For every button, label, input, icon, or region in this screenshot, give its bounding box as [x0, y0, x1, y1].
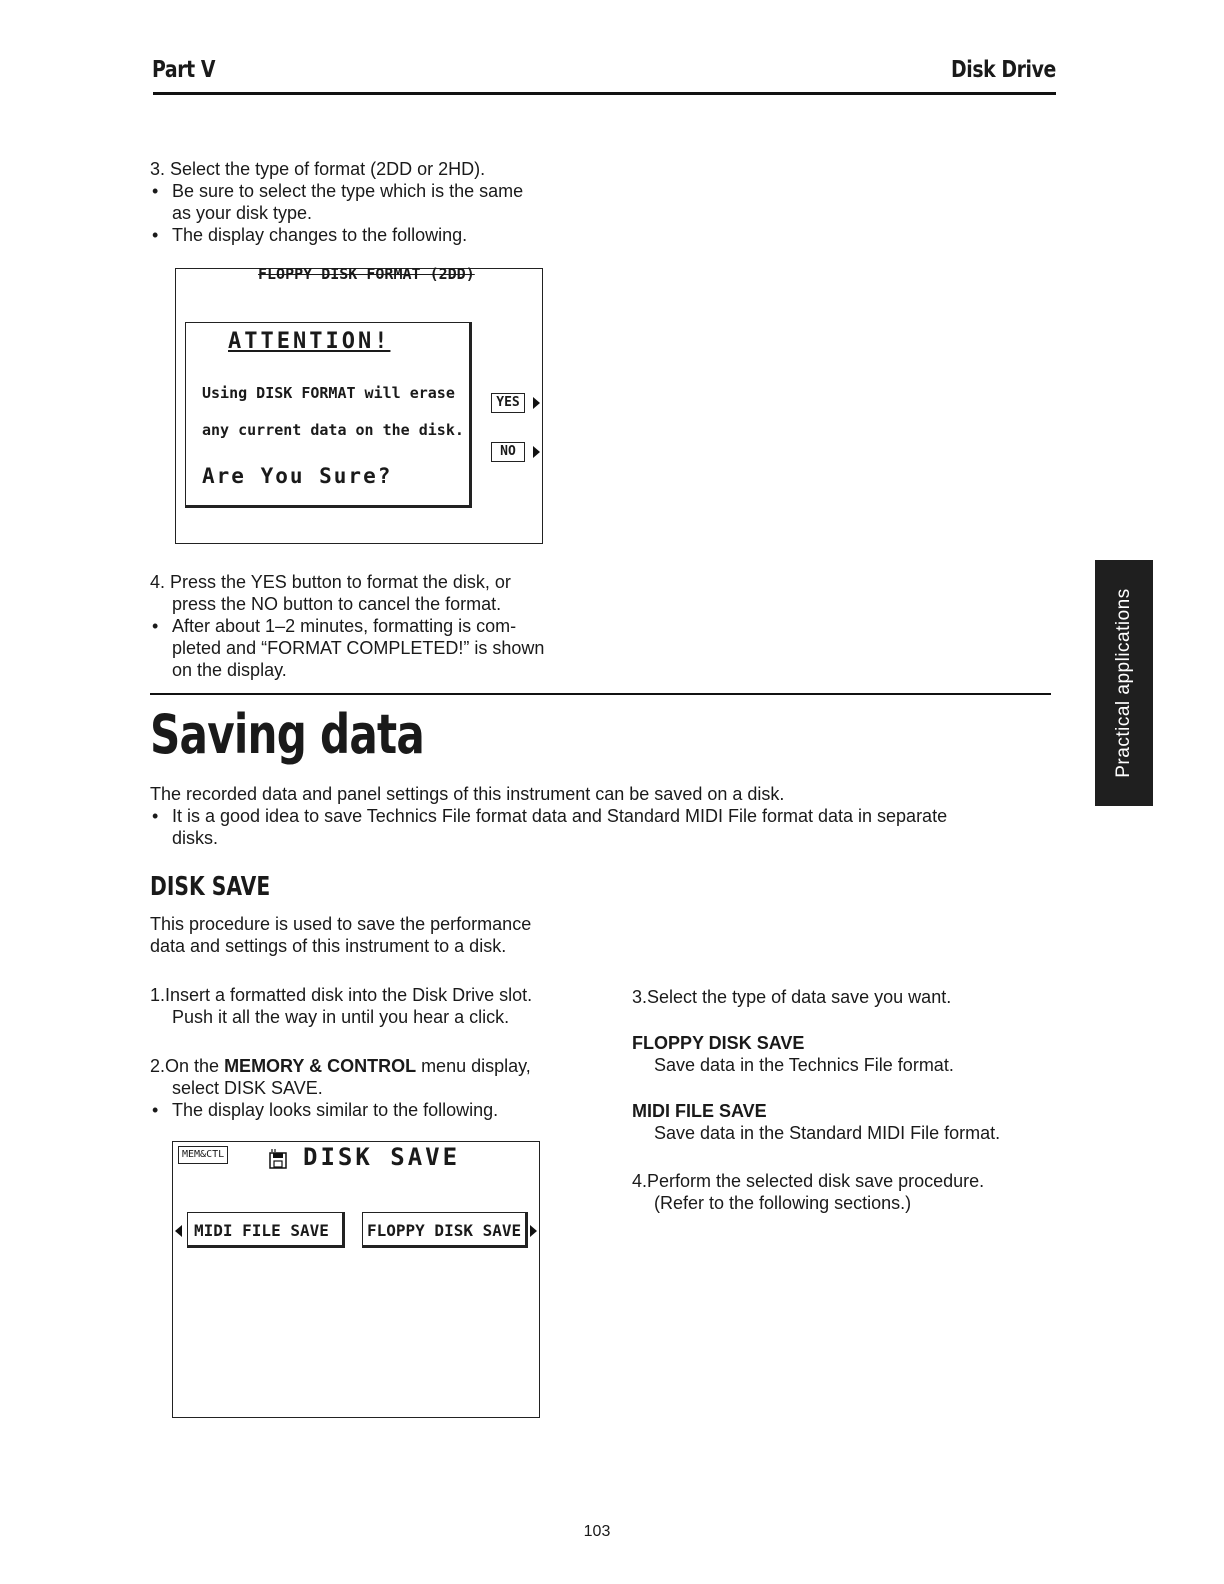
attention-heading: ATTENTION!: [228, 329, 391, 354]
step-line: [150, 571, 590, 593]
yes-arrow-icon: [533, 397, 540, 409]
bullet-line: • The display changes to the following.: [150, 224, 590, 246]
no-button[interactable]: NO: [491, 442, 525, 462]
format-step-3: [150, 158, 590, 246]
display-title: FLOPPY DISK FORMAT (2DD): [258, 265, 475, 283]
step-text: menu display,: [416, 1056, 531, 1076]
step-line: [632, 1170, 1062, 1192]
option-title: FLOPPY DISK SAVE: [632, 1033, 805, 1053]
floppy-disk-save-option: [632, 1032, 1062, 1076]
option-description: Save data in the Standard MIDI File format.: [654, 1123, 1001, 1143]
option-title: MIDI FILE SAVE: [632, 1101, 767, 1121]
step-text: Perform the selected disk save procedure.: [647, 1171, 985, 1191]
save-step-3: [632, 986, 1062, 1008]
step-line: [150, 158, 590, 180]
header-section: Disk Drive: [951, 57, 1056, 83]
mem-ctl-tab[interactable]: MEM&CTL: [178, 1146, 228, 1164]
bullet-continuation: on the display.: [172, 660, 287, 680]
step-number: 4.: [150, 572, 166, 592]
side-tab[interactable]: [1095, 560, 1153, 806]
bullet-continuation: as your disk type.: [172, 203, 313, 223]
step-continuation: (Refer to the following sections.): [654, 1193, 912, 1213]
page-number: 103: [583, 1523, 611, 1540]
midi-file-save-option: [632, 1100, 1062, 1144]
header-rule: [153, 92, 1056, 95]
option-description: Save data in the Technics File format.: [654, 1055, 954, 1075]
step-number: 1.: [150, 985, 166, 1005]
save-step-2: [150, 1055, 600, 1121]
bullet-continuation: disks.: [172, 828, 219, 848]
midi-file-save-button[interactable]: MIDI FILE SAVE: [187, 1212, 345, 1248]
disk-save-display-panel: [172, 1141, 540, 1418]
section-rule: [150, 693, 1051, 695]
bullet-line: • After about 1–2 minutes, formatting is com-: [150, 615, 590, 637]
step-continuation: Push it all the way in until you hear a click.: [172, 1007, 510, 1027]
save-step-4: [632, 1170, 1062, 1214]
bullet-line: • The display looks similar to the following.: [150, 1099, 600, 1121]
step-continuation: press the NO button to cancel the format.: [172, 594, 502, 614]
desc-line: data and settings of this instrument to a disk.: [150, 936, 507, 956]
intro-text: The recorded data and panel settings of this instrument can be saved on a disk.: [150, 784, 785, 804]
step-text: Select the type of data save you want.: [647, 987, 952, 1007]
format-display-panel: [175, 265, 543, 544]
step-text: On the: [165, 1056, 225, 1076]
bullet-line: • Be sure to select the type which is the same: [150, 180, 590, 202]
step-text: Select the type of format (2DD or 2HD).: [170, 159, 486, 179]
warning-line-2: any current data on the disk.: [202, 421, 464, 439]
side-tab-label: Practical applications: [1113, 588, 1134, 778]
left-arrow-icon: [175, 1225, 182, 1237]
bullet-line: • It is a good idea to save Technics File format data and Standard MIDI File format data in separate: [150, 805, 1060, 827]
format-step-4: [150, 571, 590, 681]
no-arrow-icon: [533, 446, 540, 458]
floppy-disk-save-button[interactable]: FLOPPY DISK SAVE: [362, 1212, 528, 1248]
step-text: Press the YES button to format the disk, or: [170, 572, 511, 592]
attention-dialog: [185, 322, 472, 508]
step-text: Insert a formatted disk into the Disk Drive slot.: [165, 985, 533, 1005]
desc-line: This procedure is used to save the performance: [150, 914, 532, 934]
step-number: 4.: [632, 1171, 648, 1191]
floppy-disk-icon: [269, 1149, 287, 1169]
save-step-1: [150, 984, 600, 1028]
step-continuation: select DISK SAVE.: [172, 1078, 323, 1098]
warning-line-1: Using DISK FORMAT will erase: [202, 384, 455, 402]
step-line: [632, 986, 1062, 1008]
step-line: [150, 984, 600, 1006]
section-title: Saving data: [150, 703, 425, 766]
confirm-question: Are You Sure?: [202, 464, 393, 488]
menu-name: MEMORY & CONTROL: [224, 1056, 417, 1076]
step-number: 3.: [150, 159, 166, 179]
saving-intro: [150, 783, 1060, 849]
subsection-title: DISK SAVE: [150, 872, 271, 902]
display-title: DISK SAVE: [303, 1143, 461, 1171]
step-number: 3.: [632, 987, 648, 1007]
right-arrow-icon: [530, 1225, 537, 1237]
yes-button[interactable]: YES: [491, 393, 525, 413]
step-line: [150, 1055, 600, 1077]
step-number: 2.: [150, 1056, 166, 1076]
bullet-continuation: pleted and “FORMAT COMPLETED!” is shown: [172, 638, 545, 658]
disk-save-description: [150, 913, 610, 957]
header-part: Part V: [152, 57, 216, 83]
